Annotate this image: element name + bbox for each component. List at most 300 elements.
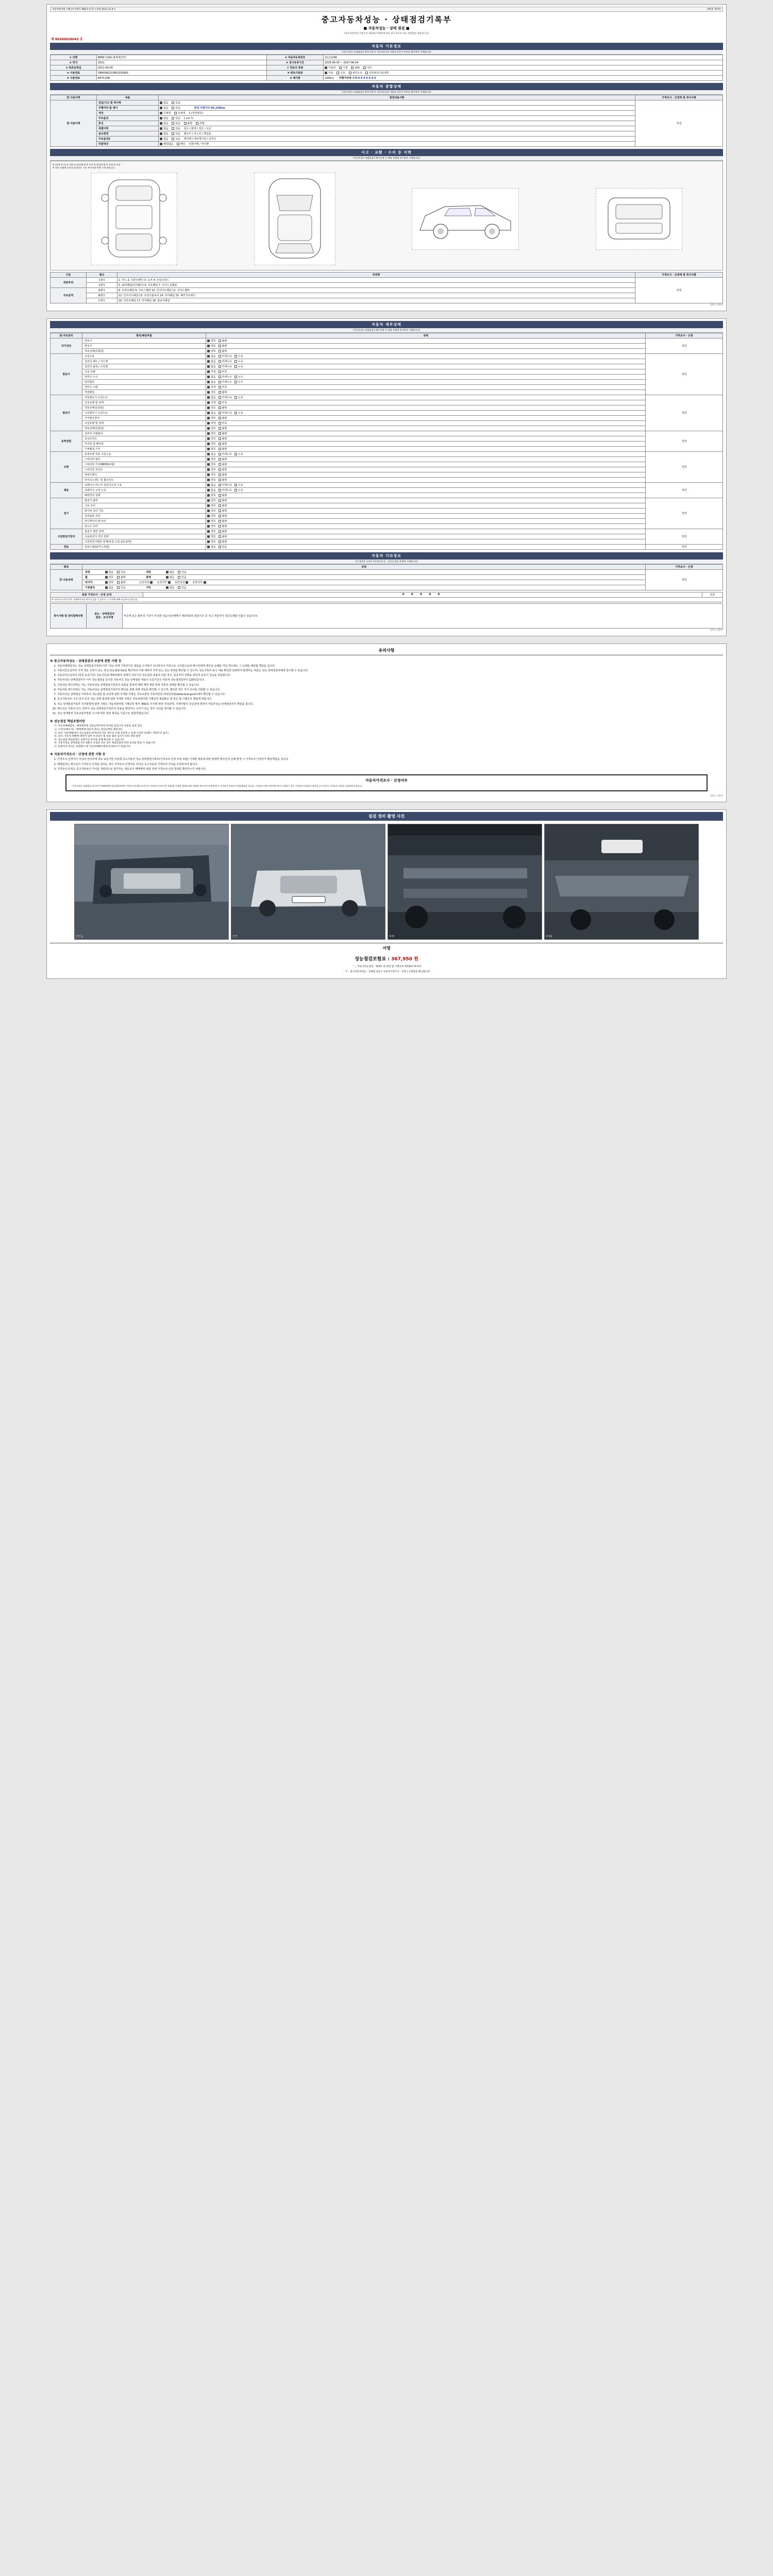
other-opt[interactable]: 없음 <box>166 575 175 579</box>
detail-option[interactable] <box>219 509 227 513</box>
detail-option[interactable] <box>207 463 216 466</box>
odometer-counter-value: 0 0 0 0 0 0 0 <box>358 77 376 80</box>
checkbox-icon[interactable] <box>207 499 210 502</box>
checkbox-icon[interactable] <box>219 381 221 383</box>
checkbox-icon[interactable] <box>234 489 237 492</box>
detail-option[interactable] <box>234 411 243 415</box>
state-opt[interactable]: 있음 <box>172 106 180 110</box>
checkbox-icon[interactable] <box>234 376 237 378</box>
car-view-rear <box>596 188 682 250</box>
detail-option[interactable] <box>219 396 232 399</box>
detail-option[interactable] <box>219 499 227 502</box>
checkbox-icon[interactable] <box>207 443 210 445</box>
detail-option[interactable] <box>219 447 227 451</box>
detail-option[interactable] <box>207 385 216 389</box>
row-label: ③ 최초등록일 <box>51 65 97 71</box>
row-value: 2021-06-05 <box>97 65 267 71</box>
wheel-opt[interactable] <box>150 581 154 584</box>
checkbox-icon[interactable] <box>219 350 221 352</box>
detail-option[interactable] <box>207 401 216 404</box>
detail-option[interactable] <box>207 535 216 538</box>
detail-option[interactable] <box>219 519 227 523</box>
detail-option[interactable] <box>219 365 232 368</box>
detail-option[interactable] <box>207 478 216 482</box>
other-opt[interactable]: 양호 <box>105 581 114 584</box>
trans-option-0[interactable]: 자동 <box>325 71 333 75</box>
state-opt[interactable]: 있음 <box>172 101 180 105</box>
checkbox-icon[interactable] <box>207 540 210 543</box>
detail-item-options <box>206 529 646 534</box>
state-ok-badge: 적정 <box>635 100 723 147</box>
detail-item-label: 윈도우 모터 <box>82 523 206 529</box>
checkbox-icon[interactable] <box>219 345 221 347</box>
state-opt[interactable]: 없음 <box>160 106 169 110</box>
checkbox-icon[interactable] <box>207 479 210 481</box>
checkbox-icon[interactable] <box>207 432 210 435</box>
state-opt[interactable]: 있음 <box>172 116 180 120</box>
detail-option[interactable] <box>219 524 227 528</box>
other-opt[interactable]: 없음 <box>105 586 114 589</box>
checkbox-icon[interactable] <box>207 489 210 492</box>
checkbox-icon[interactable] <box>234 484 237 486</box>
state-opt[interactable]: 없음 <box>160 137 169 141</box>
checkbox-icon[interactable] <box>219 489 221 492</box>
checkbox-icon[interactable] <box>219 520 221 522</box>
checkbox-icon[interactable] <box>207 520 210 522</box>
other-label2-0: 내장 <box>146 570 151 574</box>
detail-item-label: 스티어링 기어(MDPS포함) <box>82 462 206 467</box>
checkbox-icon[interactable] <box>219 386 221 388</box>
checkbox-icon[interactable] <box>207 458 210 461</box>
detail-option[interactable] <box>219 473 227 477</box>
other-opt[interactable]: 불량 <box>117 575 126 579</box>
detail-option[interactable] <box>207 354 216 358</box>
state-opt[interactable]: 있음 <box>172 132 180 135</box>
detail-option[interactable] <box>219 411 232 415</box>
other-opt[interactable]: 불량 <box>117 581 126 584</box>
detail-group-label: 연료 <box>51 544 82 549</box>
state-row-opts-1 <box>159 106 635 111</box>
checkbox-icon[interactable] <box>207 370 210 373</box>
detail-option[interactable] <box>234 354 243 358</box>
detail-option[interactable] <box>219 349 227 353</box>
detail-option[interactable] <box>207 427 216 430</box>
detail-item-options <box>206 353 646 359</box>
checkbox-icon[interactable] <box>207 381 210 383</box>
detail-option[interactable] <box>219 457 227 461</box>
detail-option[interactable] <box>219 488 232 492</box>
detail-option[interactable] <box>207 406 216 410</box>
checkbox-icon[interactable] <box>219 443 221 445</box>
detail-option[interactable] <box>219 385 227 389</box>
detail-option[interactable] <box>207 473 216 477</box>
detail-option[interactable] <box>207 519 216 523</box>
detail-option[interactable] <box>219 354 232 358</box>
checkbox-icon[interactable] <box>207 437 210 440</box>
checkbox-icon[interactable] <box>207 448 210 450</box>
state-row-label-6: 용도변경 <box>97 131 159 137</box>
checkbox-icon[interactable] <box>207 417 210 419</box>
checkbox-icon[interactable] <box>219 494 221 497</box>
table-row <box>51 431 723 436</box>
detail-table-body <box>51 338 723 549</box>
detail-option[interactable] <box>219 406 227 410</box>
detail-option[interactable] <box>219 401 227 404</box>
detail-item-label: 작동상태(공회전) <box>82 348 206 353</box>
detail-option[interactable] <box>207 530 216 533</box>
usage-change-note: 렌트카 / 리스차 / 영업용 <box>183 132 211 135</box>
state-row-label-2: 색상 <box>97 111 159 116</box>
parts-items-2: 8. 프론트패널 9. 크로스멤버 10. 인사이드패널 11. 사이드멤버 <box>117 287 635 293</box>
checkbox-icon[interactable] <box>207 463 210 466</box>
photo-underbody-2[interactable] <box>544 824 699 940</box>
wheel-pos-3: 동반석후 <box>192 581 203 584</box>
other-opt[interactable]: 양호 <box>105 575 114 579</box>
checkbox-icon[interactable] <box>207 427 210 430</box>
detail-item-label: 파워크랭크 <box>82 472 206 477</box>
detail-option-label: 불량 <box>222 344 227 348</box>
parts-rank-3: B랭크 <box>87 293 117 298</box>
fee-label: 성능점검보험료 : <box>355 957 390 962</box>
detail-option[interactable] <box>219 375 232 379</box>
checkbox-icon[interactable] <box>219 427 221 430</box>
detail-option[interactable] <box>207 411 216 415</box>
checkbox-icon[interactable] <box>207 391 210 394</box>
page-1-footer-mark: (3쪽중 제1쪽) <box>710 303 723 306</box>
photo-label: 엔진룸 <box>76 935 83 939</box>
checkbox-icon[interactable] <box>219 479 221 481</box>
checkbox-icon[interactable] <box>207 406 210 409</box>
other-opt[interactable]: 없음 <box>166 586 175 589</box>
table-row <box>51 534 723 539</box>
detail-option[interactable] <box>234 360 243 363</box>
checkbox-icon[interactable] <box>207 525 210 528</box>
checkbox-icon[interactable] <box>219 510 221 512</box>
detail-option[interactable] <box>207 437 216 440</box>
checkbox-icon[interactable] <box>219 458 221 461</box>
detail-option[interactable] <box>207 483 216 487</box>
state-opt[interactable]: 무채색 <box>160 111 171 115</box>
other-opt[interactable]: 있음 <box>117 570 126 574</box>
checkbox-icon[interactable] <box>207 510 210 512</box>
detail-option[interactable] <box>207 540 216 544</box>
detail-option[interactable] <box>207 452 216 456</box>
detail-option[interactable] <box>219 463 227 466</box>
other-opt[interactable]: 있음 <box>178 575 187 579</box>
checkbox-icon[interactable] <box>207 494 210 497</box>
detail-item-label: 실내송풍 모터 <box>82 513 206 518</box>
trans-option-1[interactable]: 수동 <box>337 71 345 75</box>
state-col-1: 내용 <box>97 95 159 100</box>
detail-option[interactable] <box>219 421 227 425</box>
checkbox-icon[interactable] <box>207 350 210 352</box>
detail-option-label: 없음 <box>211 452 216 456</box>
detail-option[interactable] <box>219 504 227 507</box>
checkbox-icon[interactable] <box>219 376 221 378</box>
detail-option[interactable] <box>219 344 227 348</box>
detail-option[interactable] <box>207 504 216 507</box>
detail-item-label: 클러치 어셈블리 <box>82 431 206 436</box>
checkbox-icon[interactable] <box>219 437 221 440</box>
fuel-option-0[interactable]: 가솔린 <box>325 66 336 70</box>
detail-option[interactable] <box>207 545 216 549</box>
other-opt[interactable]: 있음 <box>178 570 187 574</box>
detail-option[interactable] <box>219 530 227 533</box>
checkbox-icon[interactable] <box>207 386 210 388</box>
detail-option[interactable] <box>219 370 227 374</box>
checkbox-icon[interactable] <box>207 484 210 486</box>
state-opt[interactable]: 있음 <box>172 137 180 141</box>
photos-band-title: 점검 정비 촬영 사진 <box>50 812 723 821</box>
checkbox-icon[interactable] <box>219 340 221 342</box>
detail-option[interactable] <box>207 380 216 384</box>
checkbox-icon[interactable] <box>219 365 221 368</box>
detail-option[interactable] <box>207 494 216 497</box>
checkbox-icon[interactable] <box>207 546 210 548</box>
detail-option[interactable] <box>207 370 216 374</box>
detail-option-label: 양호 <box>211 468 216 471</box>
detail-option[interactable] <box>207 447 216 451</box>
fuel-option-3[interactable]: 기타 <box>363 66 372 70</box>
detail-option-label: 누유 <box>238 365 243 368</box>
checkbox-icon[interactable] <box>207 355 210 358</box>
detail-option[interactable] <box>219 339 227 343</box>
checkbox-icon[interactable] <box>234 381 237 383</box>
other-opt[interactable]: 없음 <box>105 570 114 574</box>
detail-item-options <box>206 374 646 379</box>
checkbox-icon[interactable] <box>219 406 221 409</box>
trans-option-3[interactable]: 무단변속기(CVT) <box>365 71 389 75</box>
trans-option-2[interactable]: 세미오토 <box>349 71 362 75</box>
special-label: 특이사항 및 권리침해사항 <box>51 603 87 628</box>
wheel-opt[interactable] <box>168 581 172 584</box>
detail-option-label: 양호 <box>211 406 216 410</box>
checkbox-icon[interactable] <box>219 412 221 414</box>
checkbox-icon[interactable] <box>207 396 210 399</box>
checkbox-icon[interactable] <box>219 391 221 394</box>
checkbox-icon[interactable] <box>207 365 210 368</box>
checkbox-icon[interactable] <box>219 468 221 471</box>
detail-option-label: 양호 <box>211 339 216 343</box>
detail-option[interactable] <box>234 452 243 456</box>
checkbox-icon[interactable] <box>219 463 221 466</box>
detail-option-label: 미세누수 <box>222 375 232 379</box>
special-history-note: 침수 / 화재 / 전손 / 도난 <box>183 127 211 130</box>
detail-option[interactable] <box>234 365 243 368</box>
checkbox-icon[interactable] <box>219 432 221 435</box>
detail-option[interactable] <box>207 514 216 518</box>
parts-rank-0: 1랭크 <box>87 277 117 282</box>
checkbox-icon[interactable] <box>219 370 221 373</box>
checkbox-icon[interactable] <box>234 412 237 414</box>
detail-option[interactable] <box>219 437 227 440</box>
detail-option[interactable] <box>207 499 216 502</box>
photo-front[interactable] <box>231 824 385 940</box>
photo-underbody-1[interactable] <box>388 824 542 940</box>
detail-option-label: 양호 <box>211 504 216 507</box>
state-opt[interactable]: 적법 <box>196 122 205 125</box>
detail-option[interactable] <box>207 524 216 528</box>
state-opt[interactable]: 없음 <box>160 122 169 125</box>
checkbox-icon[interactable] <box>219 484 221 486</box>
state-opt[interactable]: 있음 <box>172 127 180 130</box>
fee-line <box>50 953 723 964</box>
detail-option[interactable] <box>219 442 227 446</box>
notice-section-2: ※ 성능점검 책임보험이란 <box>50 720 85 724</box>
state-opt[interactable]: 해당 <box>177 142 186 146</box>
detail-option-label: 양호 <box>211 499 216 502</box>
table-row <box>51 472 723 477</box>
state-opt[interactable]: 해당없음 <box>160 142 173 146</box>
detail-option[interactable] <box>219 360 232 363</box>
checkbox-icon[interactable] <box>219 448 221 450</box>
detail-ok-badge: 적정 <box>646 544 723 549</box>
checkbox-icon[interactable] <box>207 468 210 471</box>
checkbox-icon[interactable] <box>219 540 221 543</box>
table-row <box>51 379 723 384</box>
detail-option[interactable] <box>207 468 216 471</box>
checkbox-icon[interactable] <box>219 360 221 363</box>
detail-option[interactable] <box>207 421 216 425</box>
wheel-pos-2: 동반석전 <box>175 581 185 584</box>
wheel-opt[interactable] <box>186 581 189 584</box>
table-row <box>51 369 723 374</box>
checkbox-icon[interactable] <box>219 401 221 404</box>
checkbox-icon[interactable] <box>207 401 210 404</box>
table-row <box>51 503 723 508</box>
checkbox-icon[interactable] <box>219 499 221 502</box>
detail-option-label: 없음 <box>211 380 216 384</box>
state-opt[interactable]: 없음 <box>160 127 169 130</box>
checkbox-icon[interactable] <box>219 535 221 538</box>
detail-option[interactable] <box>207 360 216 363</box>
page-2 <box>46 318 727 636</box>
detail-option[interactable] <box>219 514 227 518</box>
detail-option[interactable] <box>207 442 216 446</box>
state-opt[interactable]: 없음 <box>160 132 169 135</box>
detail-option[interactable] <box>219 452 232 456</box>
table-row <box>51 456 723 462</box>
detail-option[interactable] <box>219 432 227 435</box>
checkbox-icon[interactable] <box>219 525 221 528</box>
detail-option-label: 부족 <box>222 421 227 425</box>
section-state-note: (자동차성능·상태점검자 확인사항 중 자동차등록증 내용과 같은지 여부를 확인하여 기재합니다) <box>50 90 723 95</box>
detail-option[interactable] <box>219 478 227 482</box>
detail-option[interactable] <box>207 344 216 348</box>
state-opt[interactable]: 있음 <box>172 122 180 125</box>
other-row-3 <box>82 585 646 590</box>
detail-option[interactable] <box>207 416 216 420</box>
detail-option[interactable] <box>207 339 216 343</box>
checkbox-icon[interactable] <box>234 453 237 455</box>
detail-option-label: 부족 <box>222 370 227 374</box>
checkbox-icon[interactable] <box>219 422 221 425</box>
detail-option[interactable] <box>234 375 243 379</box>
fuel-option-1[interactable]: 디젤 <box>339 66 348 70</box>
detail-option[interactable] <box>219 416 227 420</box>
state-opt[interactable]: 불법 <box>184 122 193 125</box>
checkbox-icon[interactable] <box>219 417 221 419</box>
checkbox-icon[interactable] <box>234 365 237 368</box>
checkbox-icon[interactable] <box>219 396 221 399</box>
detail-option[interactable] <box>219 380 232 384</box>
total-value: 0 0 0 0 0 <box>143 592 702 597</box>
detail-option[interactable] <box>207 375 216 379</box>
checkbox-icon[interactable] <box>219 473 221 476</box>
detail-option[interactable] <box>207 349 216 353</box>
detail-option[interactable] <box>219 494 227 497</box>
checkbox-icon[interactable] <box>219 355 221 358</box>
detail-option[interactable] <box>219 540 227 544</box>
state-opt[interactable]: 없음 <box>160 116 169 120</box>
checkbox-icon[interactable] <box>207 340 210 342</box>
state-opt[interactable]: 없음 <box>160 101 169 105</box>
detail-option[interactable] <box>234 380 243 384</box>
detail-option[interactable] <box>234 483 243 487</box>
other-label-1: 휠 <box>85 575 88 579</box>
fee-unit: 원 <box>414 957 418 962</box>
state-row-opts-8 <box>159 142 635 147</box>
detail-option[interactable] <box>219 483 232 487</box>
other-opt[interactable]: 없음 <box>166 570 175 574</box>
checkbox-icon[interactable] <box>207 345 210 347</box>
state-opt[interactable]: 유채색 <box>174 111 186 115</box>
detail-option[interactable] <box>207 509 216 513</box>
checkbox-icon[interactable] <box>219 453 221 455</box>
detail-option[interactable] <box>219 545 227 549</box>
detail-option[interactable] <box>207 396 216 399</box>
checkbox-icon[interactable] <box>219 515 221 517</box>
checkbox-icon[interactable] <box>207 535 210 538</box>
fuel-option-2[interactable]: LPG <box>351 66 360 70</box>
checkbox-icon[interactable] <box>219 546 221 548</box>
car-view-side <box>412 188 519 250</box>
checkbox-icon[interactable] <box>207 530 210 533</box>
checkbox-icon[interactable] <box>234 396 237 399</box>
detail-option[interactable] <box>207 432 216 435</box>
detail-option[interactable] <box>207 488 216 492</box>
detail-option[interactable] <box>234 488 243 492</box>
detail-option[interactable] <box>219 468 227 471</box>
wheel-opt[interactable] <box>204 581 207 584</box>
checkbox-icon[interactable] <box>234 360 237 363</box>
detail-option[interactable] <box>219 427 227 430</box>
detail-option[interactable] <box>234 396 243 399</box>
checkbox-icon[interactable] <box>207 504 210 507</box>
photo-engine-bay[interactable] <box>74 824 229 940</box>
other-opt[interactable]: 있음 <box>117 586 126 589</box>
detail-option[interactable] <box>207 457 216 461</box>
table-row <box>51 467 723 472</box>
other-opt[interactable]: 있음 <box>178 586 187 589</box>
detail-option[interactable] <box>207 391 216 394</box>
detail-option[interactable] <box>219 391 227 394</box>
checkbox-icon[interactable] <box>207 412 210 414</box>
detail-option[interactable] <box>207 365 216 368</box>
checkbox-icon[interactable] <box>207 422 210 425</box>
checkbox-icon[interactable] <box>219 504 221 507</box>
checkbox-icon[interactable] <box>207 376 210 378</box>
detail-option[interactable] <box>219 535 227 538</box>
checkbox-icon[interactable] <box>219 530 221 533</box>
detail-option-label: 양호 <box>211 416 216 420</box>
checkbox-icon[interactable] <box>207 453 210 455</box>
checkbox-icon[interactable] <box>207 473 210 476</box>
detail-option-label: 양호 <box>211 535 216 538</box>
checkbox-icon[interactable] <box>234 355 237 358</box>
checkbox-icon[interactable] <box>207 360 210 363</box>
checkbox-icon[interactable] <box>207 515 210 517</box>
